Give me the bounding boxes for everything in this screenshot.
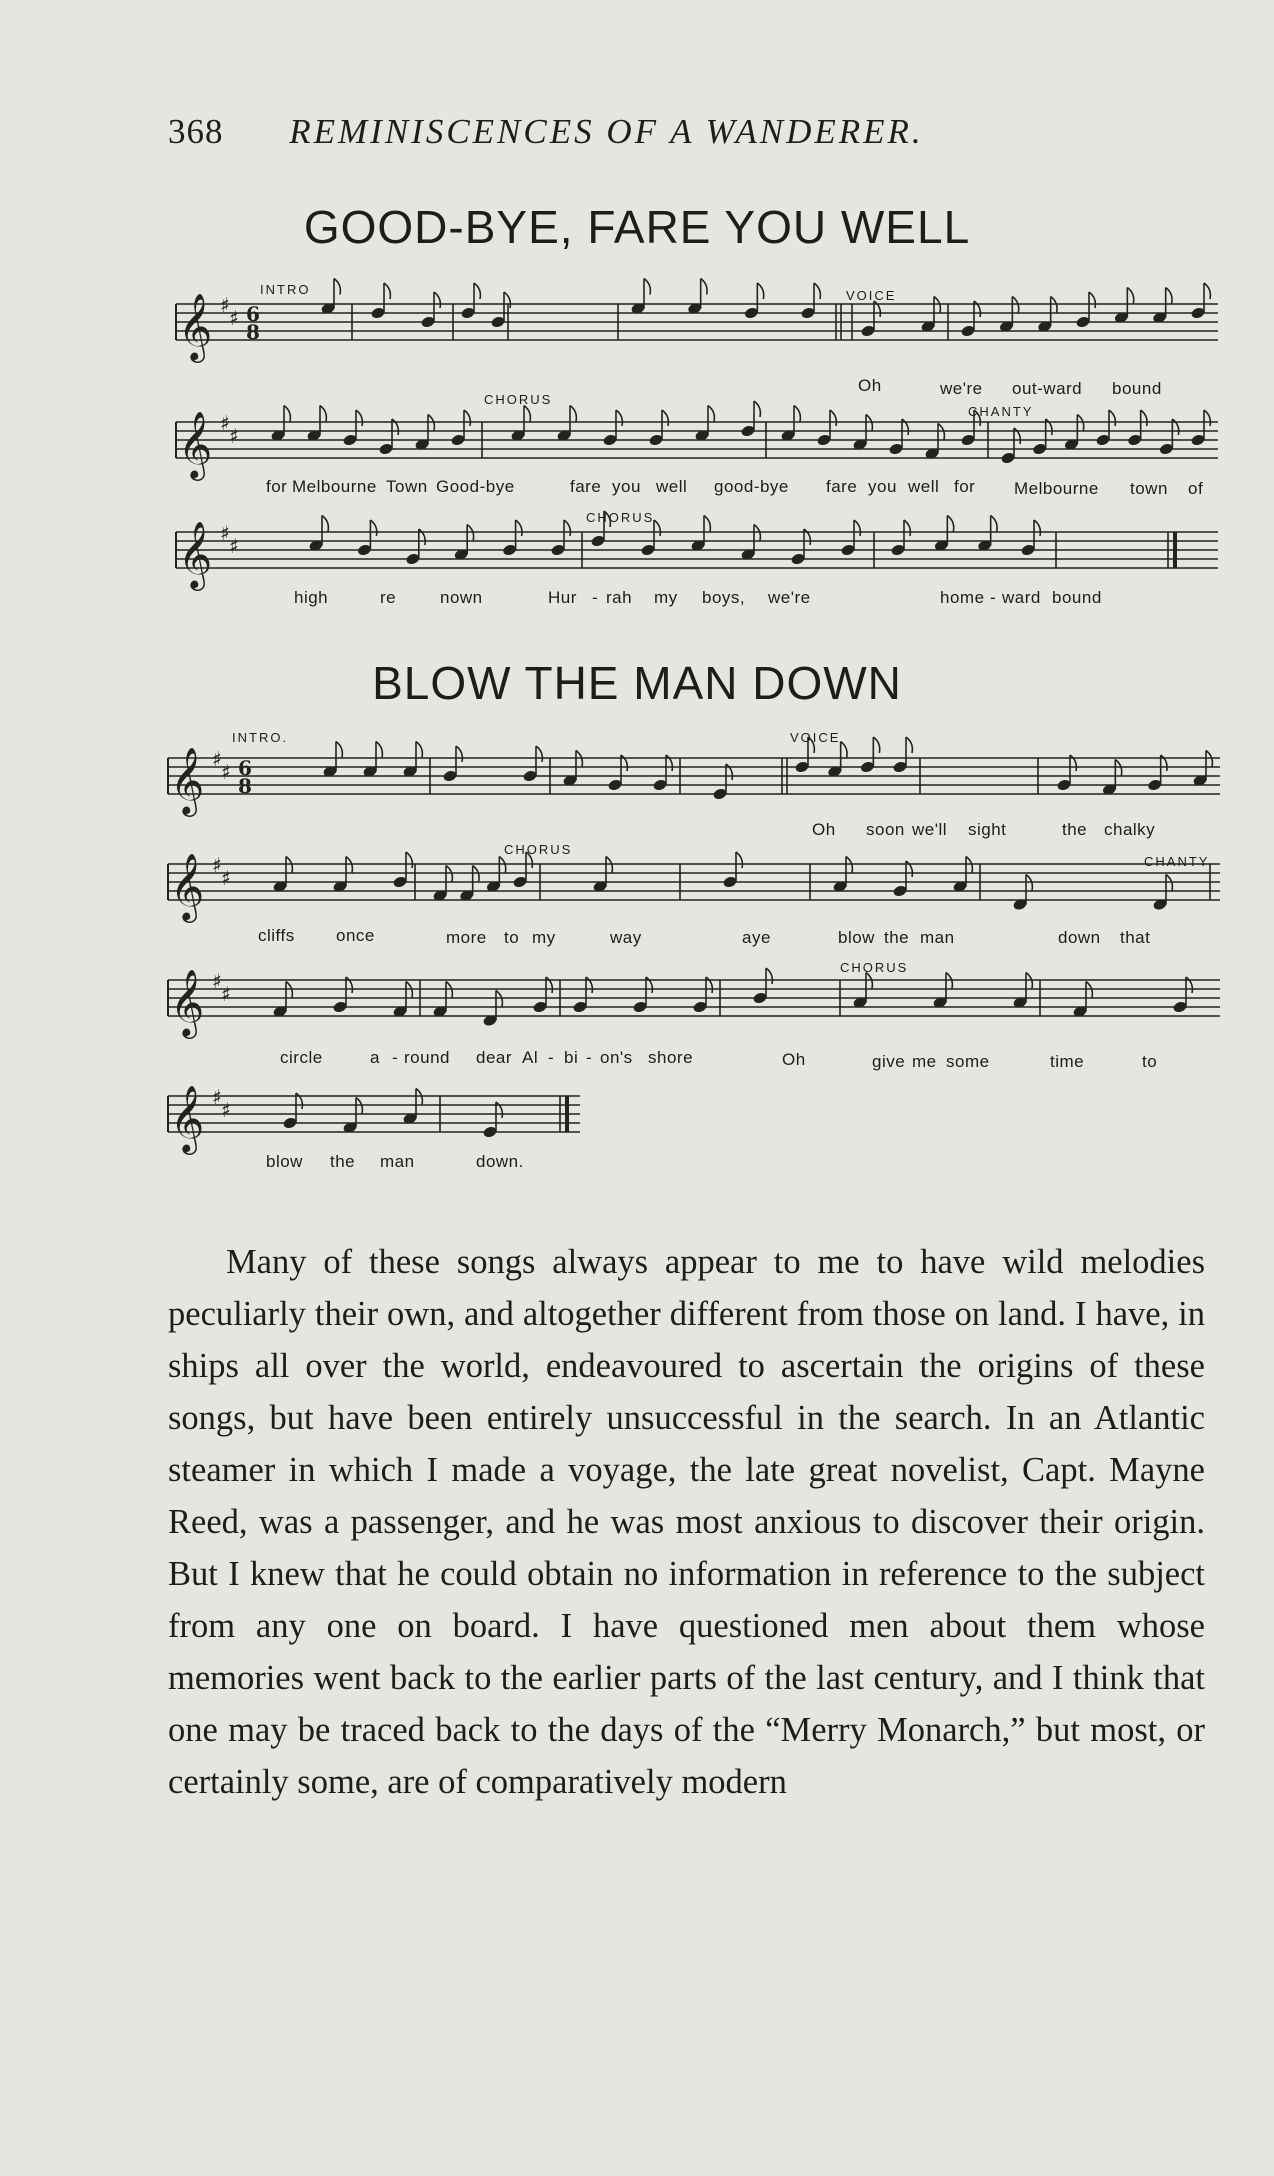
lyric: my <box>532 928 556 947</box>
lyric: to <box>1142 1052 1158 1071</box>
lyric: the <box>330 1152 356 1171</box>
note-flag <box>376 742 382 758</box>
time-signature-top: 6 <box>238 756 252 780</box>
note-flag <box>708 406 714 422</box>
song1-staff-1-notation <box>168 282 1218 382</box>
lyric: out-ward <box>1012 379 1083 398</box>
note-flag <box>757 283 763 299</box>
lyric: well <box>908 477 940 496</box>
note-flag <box>1141 410 1147 426</box>
lyric: on's <box>600 1048 633 1067</box>
note-flag <box>570 406 576 422</box>
song2-staff-1-notation <box>160 724 1220 844</box>
lyric: fare <box>826 477 858 496</box>
lyric: some <box>946 1052 990 1071</box>
lyric: good-bye <box>714 477 789 496</box>
lyric: Melbourne <box>292 477 377 496</box>
running-title: REMINISCENCES OF A WANDERER. <box>289 112 924 151</box>
voice-label: VOICE <box>846 288 897 303</box>
voice-label: VOICE <box>790 730 841 745</box>
lyric: sight <box>968 820 1007 839</box>
lyric: re <box>380 588 397 607</box>
lyric: for <box>266 477 288 496</box>
note-flag <box>322 516 328 532</box>
song1-staff-2 <box>168 392 1218 502</box>
song2-staff-2 <box>160 838 1220 958</box>
note-flag <box>1034 520 1040 536</box>
lyric: circle <box>280 1048 323 1067</box>
note-flag <box>754 401 760 417</box>
treble-clef-icon: 𝄞 <box>178 292 213 360</box>
intro-label: INTRO <box>260 282 311 297</box>
lyric: a <box>370 1048 380 1067</box>
note-flag <box>516 520 522 536</box>
time-signature-bottom: 8 <box>246 320 260 344</box>
lyric: blow <box>266 1152 303 1171</box>
note-flag <box>1109 410 1115 426</box>
note-flag <box>1204 410 1210 426</box>
lyric: my <box>654 588 678 607</box>
time-signature-bottom: 8 <box>238 774 252 798</box>
lyric: more <box>446 928 487 947</box>
lyric: shore <box>648 1048 694 1067</box>
lyric: Al <box>522 1048 539 1067</box>
note-flag <box>830 410 836 426</box>
body-text <box>168 1236 1205 1808</box>
sharp-icon: ♯ <box>221 1098 231 1122</box>
body-paragraph: Many of these songs always appear to me to have wild melodies peculiarly their own, and altogether different from those on land. I have, in ships all over the world, endeavoured to ascertain the origins of these songs, but have been entirely unsuccessful in the search. In an Atlantic steamer in which I made a voyage, the late great novelist, Capt. Mayne Reed, was a passenger, and he was most anxious to discover their origin. But I knew that he could obtain no information in reference to the subject from any one on board. I have questioned men about them whose memories went back to the earlier parts of the last century, and I think that one may be traced back to the days of the “Merry Monarch,” but most, or certainly some, are of comparatively modern <box>168 1243 1205 1801</box>
note-flag <box>854 520 860 536</box>
lyric: way <box>610 928 642 947</box>
note-flag <box>1127 288 1133 304</box>
song1-staff-1 <box>168 282 1218 398</box>
lyric: boys, <box>702 588 746 607</box>
lyric: bound <box>1112 379 1162 398</box>
lyric: once <box>336 926 375 945</box>
sharp-icon: ♯ <box>229 424 239 448</box>
lyric: bi <box>564 1048 579 1067</box>
lyric: Oh <box>782 1050 806 1069</box>
lyric: you <box>868 477 897 496</box>
lyric: well <box>656 477 688 496</box>
lyric: chalky <box>1104 820 1156 839</box>
sharp-icon: ♯ <box>220 411 230 435</box>
lyric: nown <box>440 588 483 607</box>
note-flag <box>334 279 340 295</box>
note-flag <box>320 406 326 422</box>
lyric: of <box>1188 479 1204 498</box>
lyric: aye <box>742 928 771 947</box>
lyric: Hur <box>548 588 577 607</box>
lyric: the <box>884 928 910 947</box>
lyric: ward <box>1002 588 1041 607</box>
lyric: Good-bye <box>436 477 515 496</box>
note-flag <box>794 406 800 422</box>
note-flag <box>336 742 342 758</box>
chorus-label: CHORUS <box>484 392 553 407</box>
lyric: down. <box>476 1152 524 1171</box>
lyric: home <box>940 588 985 607</box>
intro-label: INTRO. <box>232 730 289 745</box>
lyric: Oh <box>858 376 882 395</box>
lyric: man <box>380 1152 415 1171</box>
note-flag <box>814 283 820 299</box>
sharp-icon: ♯ <box>221 760 231 784</box>
sharp-icon: ♯ <box>212 1085 222 1109</box>
lyric: the <box>1062 820 1088 839</box>
lyric: - <box>990 588 997 607</box>
note-flag <box>356 410 362 426</box>
chanty-label: CHANTY <box>968 404 1034 419</box>
note-flag <box>456 746 462 762</box>
lyric: we'll <box>912 820 948 839</box>
note-flag <box>370 520 376 536</box>
sharp-icon: ♯ <box>212 969 222 993</box>
treble-clef-icon: 𝄞 <box>170 746 205 814</box>
sharp-icon: ♯ <box>212 747 222 771</box>
lyric: soon <box>866 820 905 839</box>
note-flag <box>564 520 570 536</box>
running-head <box>168 112 1088 152</box>
lyric: that <box>1120 928 1151 947</box>
lyric: - <box>592 588 599 607</box>
chorus-label: CHORUS <box>586 510 655 525</box>
treble-clef-icon: 𝄞 <box>178 520 213 588</box>
lyric: dear <box>476 1048 513 1067</box>
lyric: give <box>872 1052 906 1071</box>
lyric: we're <box>768 588 811 607</box>
lyric: down <box>1058 928 1101 947</box>
lyric: town <box>1130 479 1168 498</box>
note-flag <box>1089 292 1095 308</box>
song1-staff-3 <box>168 506 1218 616</box>
lyric: fare <box>570 477 602 496</box>
treble-clef-icon: 𝄞 <box>170 852 205 920</box>
note-flag <box>701 279 707 295</box>
lyric: rah <box>606 588 633 607</box>
sharp-icon: ♯ <box>229 306 239 330</box>
treble-clef-icon: 𝄞 <box>170 1084 205 1152</box>
note-flag <box>991 516 997 532</box>
lyric: - <box>548 1048 555 1067</box>
note-flag <box>536 746 542 762</box>
page-number: 368 <box>168 112 224 151</box>
lyric: me <box>912 1052 937 1071</box>
note-flag <box>766 968 772 984</box>
song-title-1: GOOD-BYE, FARE YOU WELL <box>303 201 971 253</box>
sharp-icon: ♯ <box>229 534 239 558</box>
note-flag <box>662 410 668 426</box>
lyric: round <box>404 1048 450 1067</box>
lyric: time <box>1050 1052 1085 1071</box>
note-flag <box>464 410 470 426</box>
sharp-icon: ♯ <box>212 853 222 877</box>
lyric: to <box>504 928 520 947</box>
song2-staff-3 <box>160 952 1220 1072</box>
note-flag <box>906 737 912 753</box>
song-title-2: BLOW THE MAN DOWN <box>372 657 902 709</box>
lyric: bound <box>1052 588 1102 607</box>
note-flag <box>384 283 390 299</box>
note-flag <box>654 520 660 536</box>
note-flag <box>873 737 879 753</box>
lyric: for <box>954 477 976 496</box>
lyric: cliffs <box>258 926 295 945</box>
note-flag <box>1166 288 1172 304</box>
note-flag <box>406 852 412 868</box>
note-flag <box>284 406 290 422</box>
lyric: we're <box>940 379 983 398</box>
time-signature-top: 6 <box>246 302 260 326</box>
note-flag <box>434 292 440 308</box>
sharp-icon: ♯ <box>220 293 230 317</box>
lyric: - <box>392 1048 399 1067</box>
note-flag <box>736 852 742 868</box>
note-flag <box>904 520 910 536</box>
note-flag <box>616 410 622 426</box>
lyric: Oh <box>812 820 836 839</box>
treble-clef-icon: 𝄞 <box>170 968 205 1036</box>
note-flag <box>1204 283 1210 299</box>
lyric: blow <box>838 928 875 947</box>
song2-staff-4 <box>160 1066 620 1186</box>
chorus-label: CHORUS <box>840 960 909 975</box>
sharp-icon: ♯ <box>221 982 231 1006</box>
chanty-label: CHANTY <box>1144 854 1210 869</box>
lyric: high <box>294 588 329 607</box>
lyric: man <box>920 928 955 947</box>
note-flag <box>947 516 953 532</box>
note-flag <box>841 742 847 758</box>
note-flag <box>524 406 530 422</box>
note-flag <box>644 279 650 295</box>
lyric: Melbourne <box>1014 479 1099 498</box>
lyric: you <box>612 477 641 496</box>
note-flag <box>474 283 480 299</box>
chorus-label: CHORUS <box>504 842 573 857</box>
lyric: - <box>586 1048 593 1067</box>
note-flag <box>416 742 422 758</box>
song2-staff-1 <box>160 724 1220 844</box>
treble-clef-icon: 𝄞 <box>178 410 213 478</box>
sharp-icon: ♯ <box>220 521 230 545</box>
note-flag <box>704 516 710 532</box>
sharp-icon: ♯ <box>221 866 231 890</box>
lyric: Town <box>386 477 428 496</box>
